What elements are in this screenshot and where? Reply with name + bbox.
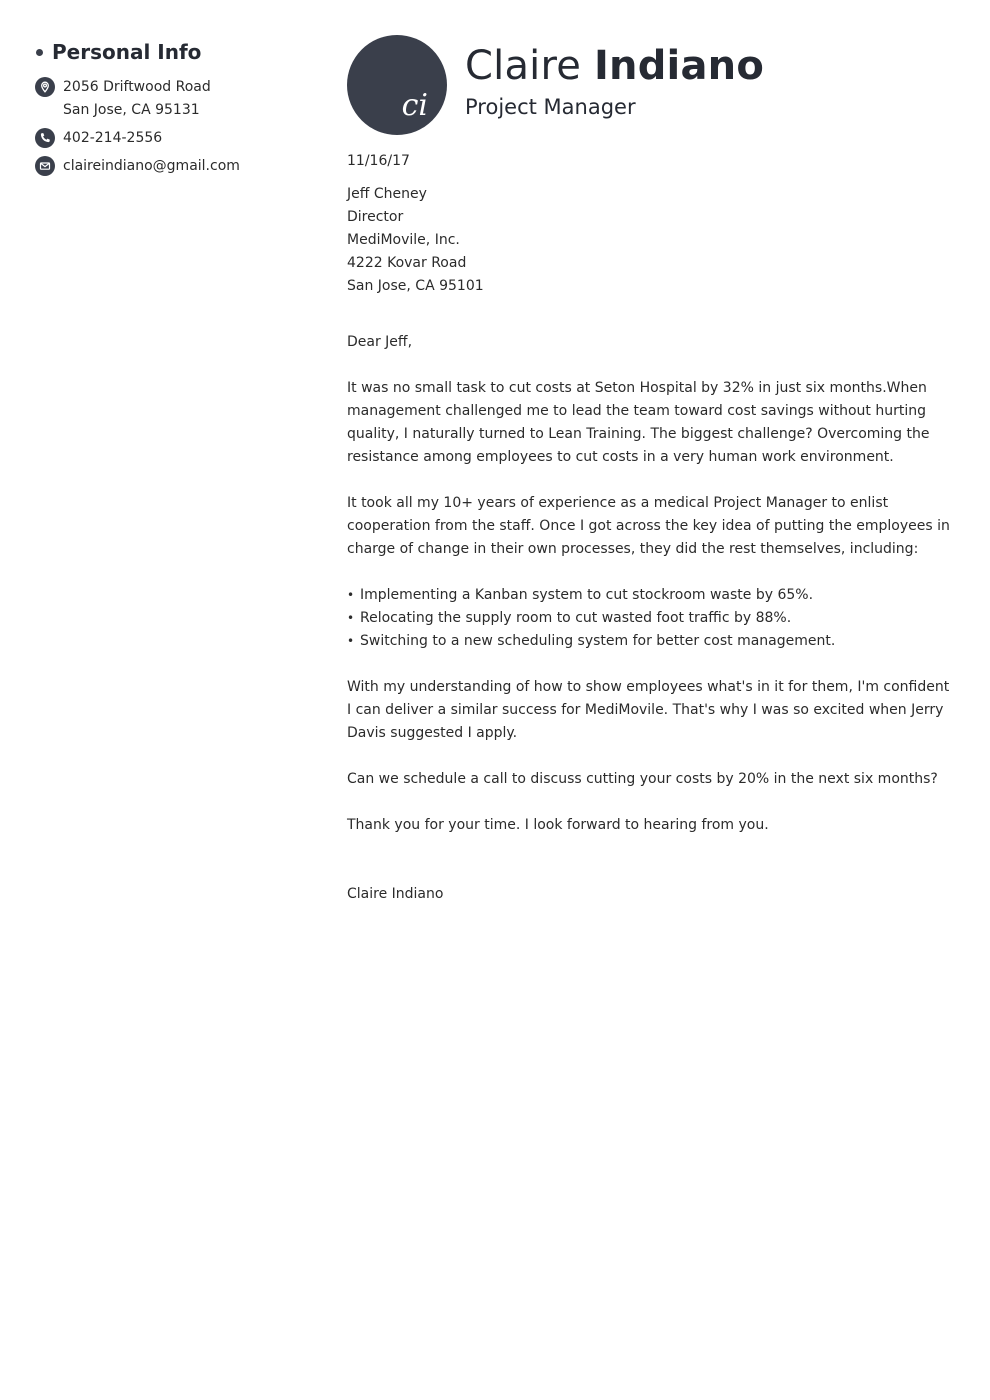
letter-date: 11/16/17 [347,153,410,169]
address-line-1: 2056 Driftwood Road [63,79,211,95]
recipient-name: Jeff Cheney [347,186,427,202]
recipient-street: 4222 Kovar Road [347,255,467,271]
phone-icon [35,128,55,148]
avatar [347,35,447,135]
letter-header [347,35,957,135]
salutation: Dear Jeff, [347,334,413,350]
list-item: • Implementing a Kanban system to cut stockroom waste by 65%. [347,584,957,607]
contact-email [35,155,325,178]
bullet-dot-icon [36,49,43,56]
name-block [465,41,764,121]
section-title-personal-info [35,38,325,66]
email-address[interactable]: claireindiano@gmail.com [63,158,240,174]
paragraph-1: It was no small task to cut costs at Seton Hospital by 32% in just six months.When management challenged me to lead the team toward cost savings without hurting quality, I naturally turned to Lean Training. The biggest challenge? Overcoming the resistance among employees to cut costs in a very human work environment. [347,380,930,465]
phone-number[interactable]: 402-214-2556 [63,130,163,146]
cover-letter [347,35,957,906]
recipient-company: MediMovile, Inc. [347,232,460,248]
recipient-title: Director [347,209,404,225]
paragraph-5: Thank you for your time. I look forward to hearing from you. [347,817,769,833]
job-title: Project Manager [465,95,636,119]
section-title-label: Personal Info [52,40,202,64]
applicant-name [465,41,764,91]
letter-body [347,150,957,906]
contact-address [35,76,325,122]
avatar-initials: ci [401,88,428,123]
contact-list [35,76,325,178]
list-item: • Switching to a new scheduling system for better cost management. [347,630,957,653]
first-name: Claire [465,43,582,89]
signature: Claire Indiano [347,886,444,902]
recipient-city: San Jose, CA 95101 [347,278,484,294]
location-pin-icon [35,77,55,97]
paragraph-3: With my understanding of how to show employees what's in it for them, I'm confident I can deliver a similar success for MediMovile. That's why I was so excited when Jerry Davis suggested I apply. [347,679,950,741]
recipient-block [347,183,957,298]
address-line-2: San Jose, CA 95131 [63,102,200,118]
paragraph-4: Can we schedule a call to discuss cutting your costs by 20% in the next six months? [347,771,938,787]
paragraph-2: It took all my 10+ years of experience as a medical Project Manager to enlist cooperation from the staff. Once I got across the key idea of putting the employees in charge of change in their own processes, they did the rest themselves, including: [347,495,950,557]
list-item: • Relocating the supply room to cut wasted foot traffic by 88%. [347,607,957,630]
last-name: Indiano [593,43,765,89]
achievement-list [347,584,957,653]
sidebar [35,38,325,183]
email-icon [35,156,55,176]
contact-phone [35,127,325,150]
